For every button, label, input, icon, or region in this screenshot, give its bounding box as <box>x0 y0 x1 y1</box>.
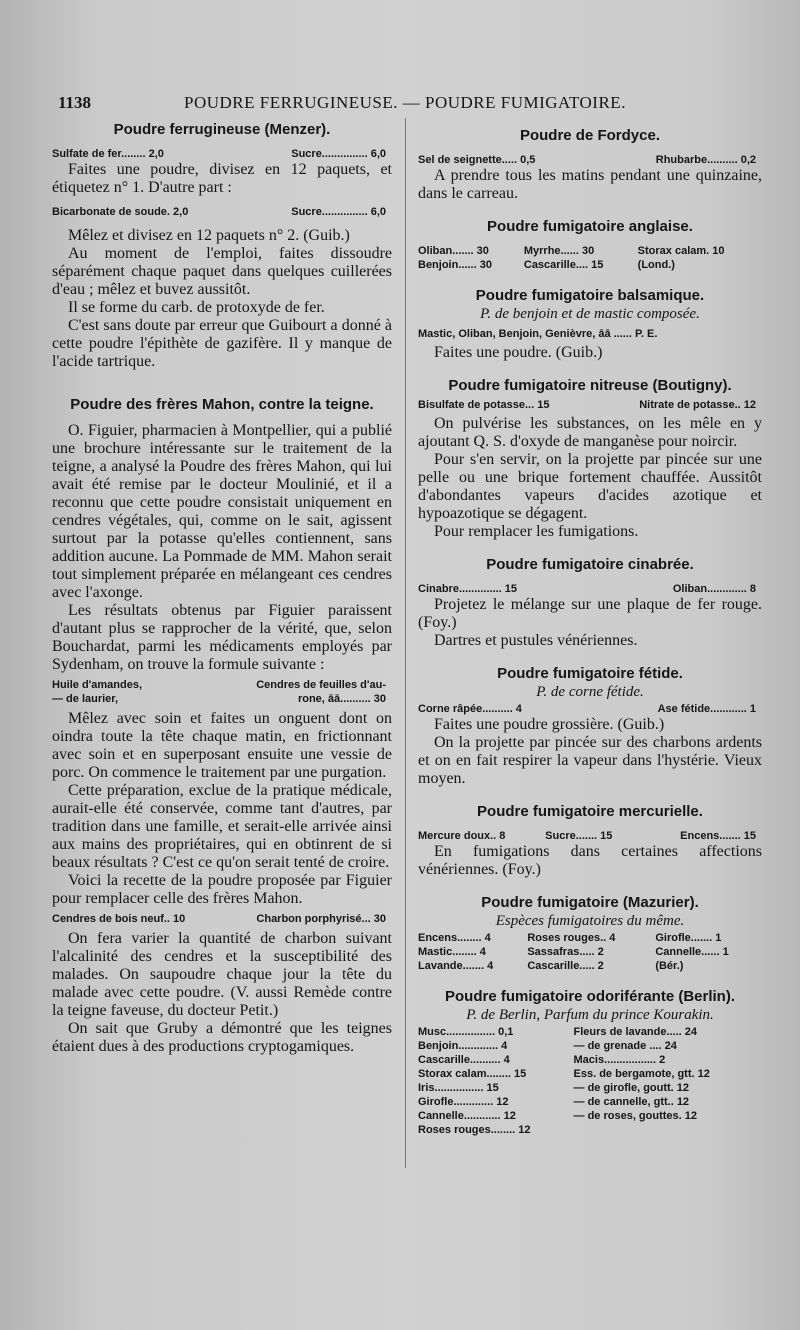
ingredient: Sulfate de fer........ 2,0 <box>52 148 164 160</box>
ingredient: Sucre............... 6,0 <box>291 148 386 160</box>
ingredients-berlin <box>418 1025 762 1137</box>
ingredients-menzer-1 <box>52 147 392 161</box>
left-column <box>52 120 392 1056</box>
right-column <box>418 126 762 1137</box>
paragraph: Faites une poudre grossière. (Guib.) <box>434 716 665 733</box>
ingredient: (Bér.) <box>655 960 684 972</box>
ingredient: Encens........ 4 <box>418 932 491 944</box>
ingredient: Sel de seignette..... 0,5 <box>418 154 536 166</box>
ingredient: Girofle............. 12 <box>418 1096 509 1108</box>
paragraph: Il se forme du carb. de protoxyde de fer. <box>68 299 325 316</box>
ingredient: Musc................ 0,1 <box>418 1026 514 1038</box>
ingredient: Sucre....... 15 <box>545 830 613 842</box>
ingredient: Storax calam........ 15 <box>418 1068 527 1080</box>
ingredient: — de roses, gouttes. 12 <box>573 1110 697 1122</box>
ingredients-mazurier <box>418 931 762 973</box>
paragraph: Mêlez avec soin et faites un onguent dont on oindra toute la tête chaque matin, en frictionnant avec soin et en superposant ensuite une vessie de porc. On commence le traitement par une purgation. <box>52 710 392 781</box>
ingredient: Mercure doux.. 8 <box>418 830 506 842</box>
ingredients-mahon <box>52 678 392 706</box>
ingredient: — de laurier, <box>52 693 119 705</box>
ingredient: Cascarille..... 2 <box>527 960 604 972</box>
paragraph: Faites une poudre. (Guib.) <box>434 344 603 361</box>
ingredient: Oliban....... 30 <box>418 245 489 257</box>
paragraph: Mêlez et divisez en 12 paquets n° 2. (Guib.) <box>68 227 350 244</box>
ingredient: Cascarille.... 15 <box>523 259 604 271</box>
ingredient <box>574 1123 762 1137</box>
ingredient: Sucre............... 6,0 <box>291 206 386 218</box>
paragraph: A prendre tous les matins pendant une quinzaine, dans le carreau. <box>418 167 762 202</box>
ingredient: Benjoin...... 30 <box>418 259 492 271</box>
section-title-fetide: Poudre fumigatoire fétide. <box>497 665 683 682</box>
ingredient: Cendres de bois neuf.. 10 <box>52 913 186 925</box>
paragraph: On pulvérise les substances, on les mêle en y ajoutant Q. S. d'oxyde de manganèse pour noircir. <box>418 415 762 450</box>
paragraph: En fumigations dans certaines affections vénériennes. (Foy.) <box>418 843 762 878</box>
ingredient: Girofle....... 1 <box>655 932 722 944</box>
ingredient: Cascarille.......... 4 <box>418 1054 510 1066</box>
ingredient: Storax calam. 10 <box>637 245 725 257</box>
ingredients-balsamique: Mastic, Oliban, Benjoin, Genièvre, āā ...... P. E. <box>418 328 658 340</box>
ingredient: — de grenade .... 24 <box>573 1040 677 1052</box>
ingredients-menzer-2 <box>52 205 392 219</box>
section-title-cinabree: Poudre fumigatoire cinabrée. <box>486 556 694 573</box>
section-title-mazurier: Poudre fumigatoire (Mazurier). <box>481 894 699 911</box>
ingredient: Rhubarbe.......... 0,2 <box>655 154 756 166</box>
ingredients-anglaise <box>418 244 762 272</box>
ingredients-fordyce <box>418 153 762 167</box>
section-subtitle: Espèces fumigatoires du même. <box>495 913 685 929</box>
paragraph: Cette préparation, exclue de la pratique médicale, aurait-elle été conservée, comme tant d'autres, par tradition dans une famille, et serait-elle arrivée ainsi aux mains des propriétaires, qui en obtinrent de si beaux résultats ? C'est ce qu'on serait tenté de croire. <box>52 782 392 871</box>
paragraph: Projetez le mélange sur une plaque de fer rouge. (Foy.) <box>418 596 762 631</box>
section-title-fordyce: Poudre de Fordyce. <box>519 127 661 144</box>
section-title-mahon: Poudre des frères Mahon, contre la teigne. <box>70 396 374 413</box>
running-head: POUDRE FERRUGINEUSE. — POUDRE FUMIGATOIRE. <box>184 93 626 112</box>
ingredient: rone, āā.......... 30 <box>297 693 386 705</box>
section-title-menzer: Poudre ferrugineuse (Menzer). <box>113 121 331 138</box>
paragraph: C'est sans doute par erreur que Guibourt a donné à cette poudre l'épithète de gazifère. Il y manque de l'acide tartrique. <box>52 317 392 370</box>
paragraph: On sait que Gruby a démontré que les teignes étaient dues à des productions cryptogamiques. <box>52 1020 392 1055</box>
section-subtitle: P. de benjoin et de mastic composée. <box>480 306 700 322</box>
section-subtitle: P. de Berlin, Parfum du prince Kourakin. <box>466 1007 714 1023</box>
page-header <box>58 93 748 115</box>
section-title-anglaise: Poudre fumigatoire anglaise. <box>487 218 693 235</box>
paragraph: On la projette par pincée sur des charbons ardents et on en fait respirer la vapeur dans l'hystérie. Vieux moyen. <box>418 734 762 787</box>
ingredient: Nitrate de potasse.. 12 <box>639 399 756 411</box>
ingredient: Iris................ 15 <box>418 1082 499 1094</box>
ingredient: Corne râpée.......... 4 <box>418 703 522 715</box>
ingredient: Mastic........ 4 <box>418 946 486 958</box>
ingredients-fetide <box>418 702 762 716</box>
ingredient: Sassafras..... 2 <box>527 946 604 958</box>
paragraph: Dartres et pustules vénériennes. <box>434 632 638 649</box>
ingredient: Benjoin............. 4 <box>418 1040 508 1052</box>
ingredients-figuier <box>52 912 392 926</box>
ingredient: Cannelle...... 1 <box>655 946 729 958</box>
section-title-mercurielle: Poudre fumigatoire mercurielle. <box>477 803 703 820</box>
ingredients-nitreuse <box>418 398 762 412</box>
section-subtitle: P. de corne fétide. <box>536 684 644 700</box>
section-title-nitreuse: Poudre fumigatoire nitreuse (Boutigny). <box>448 377 732 394</box>
ingredient: Ess. de bergamote, gtt. 12 <box>573 1068 710 1080</box>
ingredient: (Lond.) <box>637 259 675 271</box>
page-number: 1138 <box>58 93 92 112</box>
section-title-balsamique: Poudre fumigatoire balsamique. <box>475 287 705 304</box>
column-divider <box>405 118 406 1168</box>
paragraph: Au moment de l'emploi, faites dissoudre séparément chaque paquet dans quelques cuillerées d'eau ; mêlez et buvez aussitôt. <box>52 245 392 298</box>
paragraph: Faites une poudre, divisez en 12 paquets, et étiquetez n° 1. D'autre part : <box>52 161 392 196</box>
paragraph: O. Figuier, pharmacien à Montpellier, qui a publié une brochure intéressante sur le traitement de la teigne, a analysé la Poudre des frères Mahon, qui lui avait été remise par le docteur Moulinié, et il a reconnu que cette poudre consistait uniquement en cendres végétales, qui, comme on le sait, agissent surtout par la potasse qu'elles contiennent, sans addition aucune. La Pommade de MM. Mahon serait tout simplement préparée en mélangeant ces cendres avec l'axonge. <box>52 422 392 601</box>
ingredient: Cendres de feuilles d'au- <box>256 679 386 691</box>
ingredient: Macis................. 2 <box>573 1054 666 1066</box>
ingredient: — de cannelle, gtt.. 12 <box>573 1096 690 1108</box>
ingredient: Bicarbonate de soude. 2,0 <box>52 206 189 218</box>
paragraph: On fera varier la quantité de charbon suivant l'alcalinité des cendres et la susceptibilité des malades. On saupoudre chaque jour la tête du malade avec cette poudre. (V. aussi Remède contre la teigne faveuse, du docteur Petit.) <box>52 930 392 1019</box>
paragraph: Les résultats obtenus par Figuier paraissent d'autant plus se rapprocher de la vérité, que, selon Bouchardat, parmi les médicaments employés par Sydenham, on trouve la formule suivante : <box>52 602 392 673</box>
paragraph: Voici la recette de la poudre proposée par Figuier pour remplacer celle des frères Mahon. <box>52 872 392 907</box>
paragraph: Pour remplacer les fumigations. <box>434 523 639 540</box>
ingredient: Oliban............. 8 <box>672 583 756 595</box>
section-title-berlin: Poudre fumigatoire odoriférante (Berlin). <box>444 988 736 1005</box>
ingredient: — de girofle, goutt. 12 <box>573 1082 690 1094</box>
ingredient: Fleurs de lavande..... 24 <box>573 1026 698 1038</box>
ingredient: Encens....... 15 <box>680 830 756 842</box>
ingredients-cinabree <box>418 582 762 596</box>
ingredient: Huile d'amandes, <box>52 679 143 691</box>
ingredient: Lavande....... 4 <box>418 960 494 972</box>
paragraph: Pour s'en servir, on la projette par pincée sur une pelle ou une brique fortement chauffée. Aussitôt d'abondantes vapeurs d'acides azotique et hypoazotique se dégagent. <box>418 451 762 522</box>
ingredient: Bisulfate de potasse... 15 <box>418 399 550 411</box>
ingredient: Cannelle............ 12 <box>418 1110 516 1122</box>
ingredient: Cinabre.............. 15 <box>418 583 518 595</box>
ingredients-mercurielle <box>418 829 762 843</box>
ingredient: Myrrhe...... 30 <box>523 245 595 257</box>
ingredient: Ase fétide............ 1 <box>657 703 756 715</box>
ingredient: Charbon porphyrisé... 30 <box>256 913 386 925</box>
ingredient: Roses rouges.. 4 <box>527 932 616 944</box>
ingredient: Roses rouges........ 12 <box>418 1124 531 1136</box>
